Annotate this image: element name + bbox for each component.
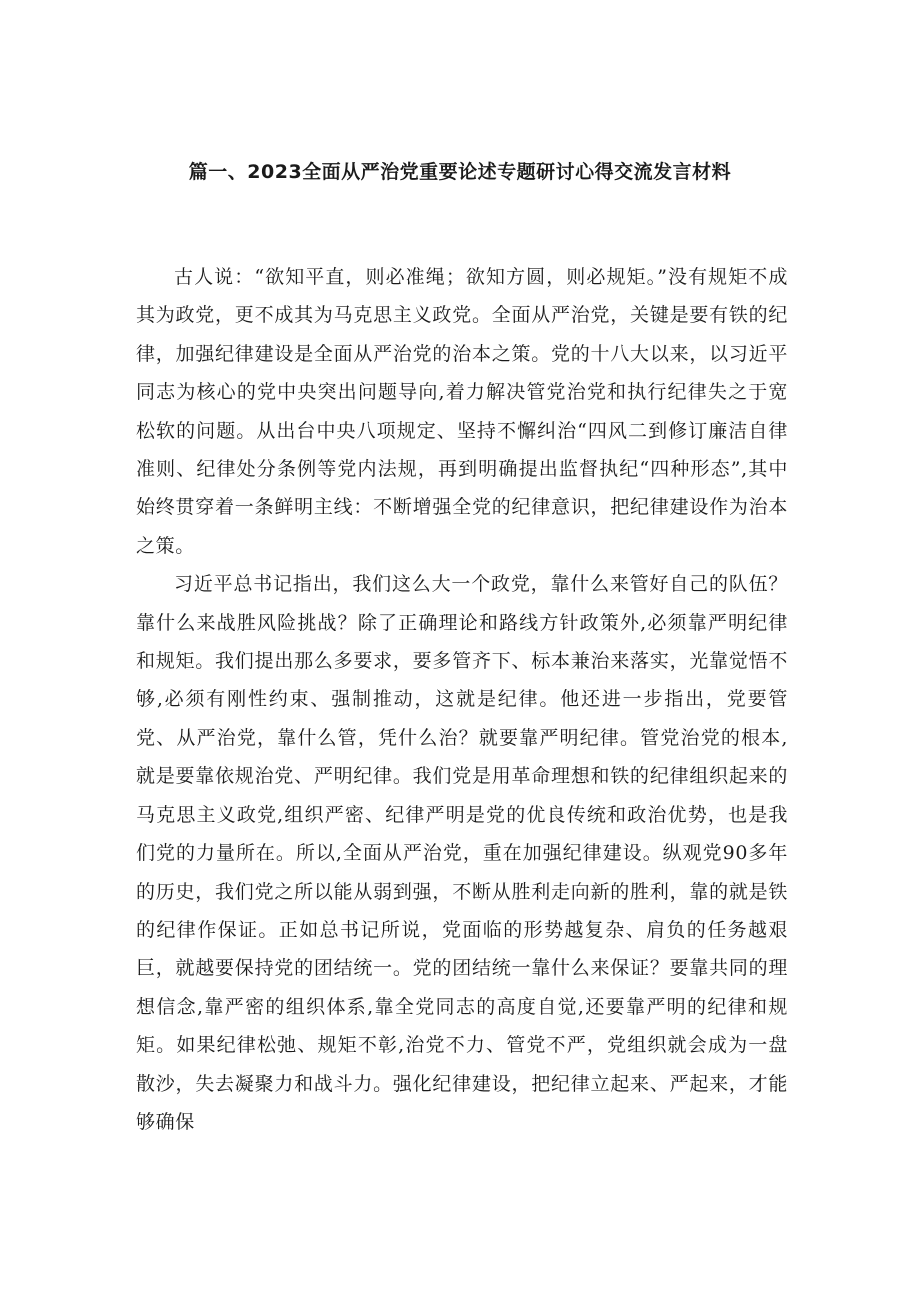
- paragraph-1: 古人说：“欲知平直，则必准绳；欲知方圆，则必规矩。”没有规矩不成其为政党，更不成其为马克思主义政党。全面从严治党，关键是要有铁的纪律，加强纪律建设是全面从严治党的治本之策。党的十八大以来，以习近平同志为核心的党中央突出问题导向,着力解决管党治党和执行纪律失之于宽松软的问题。从出台中央八项规定、坚持不懈纠治“四风二到修订廉洁自律准则、纪律处分条例等党内法规，再到明确提出监督执纪“四种形态”,其中始终贯穿着一条鲜明主线：不断增强全党的纪律意识，把纪律建设作为治本之策。: [136, 266, 788, 557]
- document-body: [136, 258, 788, 1141]
- document-title: 篇一、2023全面从严治党重要论述专题研讨心得交流发言材料: [188, 161, 732, 183]
- paragraph-2: 习近平总书记指出，我们这么大一个政党，靠什么来管好自己的队伍？靠什么来战胜风险挑战？除了正确理论和路线方针政策外,必须靠严明纪律和规矩。我们提出那么多要求，要多管齐下、标本兼治来落实，光靠觉悟不够,必须有刚性约束、强制推动，这就是纪律。他还进一步指出，党要管党、从严治党，靠什么管，凭什么治？就要靠严明纪律。管党治党的根本,就是要靠依规治党、严明纪律。我们党是用革命理想和铁的纪律组织起来的马克思主义政党,组织严密、纪律严明是党的优良传统和政治优势，也是我们党的力量所在。所以,全面从严治党，重在加强纪律建设。纵观党90多年的历史，我们党之所以能从弱到强，不断从胜利走向新的胜利，靠的就是铁的纪律作保证。正如总书记所说，党面临的形势越复杂、肩负的任务越艰巨，就越要保持党的团结统一。党的团结统一靠什么来保证？要靠共同的理想信念,靠严密的组织体系,靠全党同志的高度自觉,还要靠严明的纪律和规矩。如果纪律松弛、规矩不彰,治党不力、管党不严，党组织就会成为一盘散沙，失去凝聚力和战斗力。强化纪律建设，把纪律立起来、严起来，才能够确保: [136, 573, 788, 1133]
